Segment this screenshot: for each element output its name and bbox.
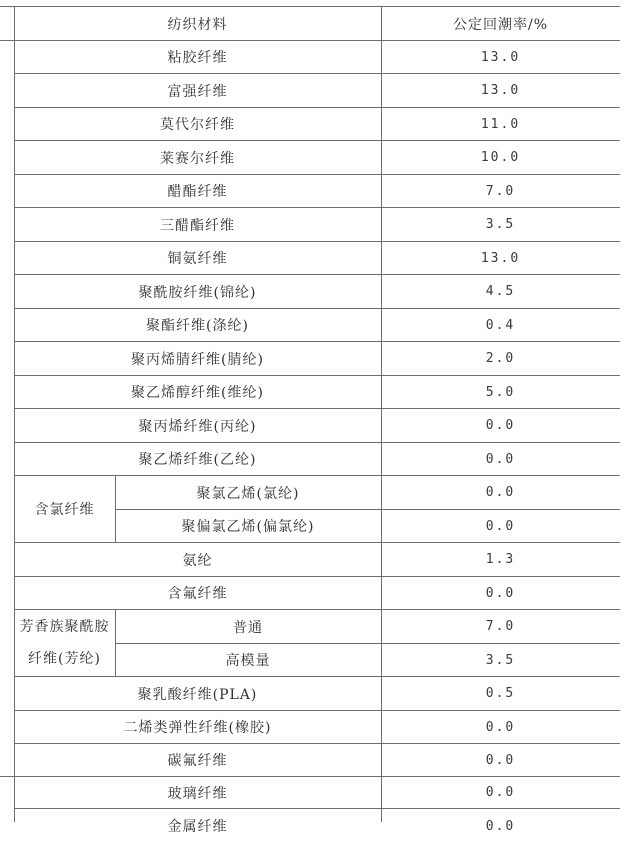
material-name: 聚酯纤维(涤纶): [146, 318, 249, 334]
regain-value: 0.0: [485, 518, 516, 534]
regain-value: 10.0: [480, 150, 521, 165]
group-label-aramid: [14, 610, 115, 676]
material-name: 铜氨纤维: [167, 251, 228, 267]
regain-value: 0.4: [485, 317, 516, 333]
material-name: 醋酯纤维: [167, 184, 228, 200]
regain-value: 7.0: [485, 183, 516, 199]
material-name: 粘胶纤维: [167, 50, 228, 66]
material-name: 碳氟纤维: [167, 753, 228, 769]
material-name: 玻璃纤维: [167, 785, 228, 802]
regain-value: 5.0: [485, 384, 516, 400]
material-name: 聚乳酸纤维(PLA): [137, 686, 258, 703]
regain-value: 13.0: [480, 250, 521, 266]
regain-value: 0.0: [485, 719, 516, 735]
regain-value: 1.3: [485, 552, 516, 567]
regain-value: 0.5: [485, 686, 516, 701]
regain-value: 0.0: [485, 418, 516, 433]
regain-value: 13.0: [480, 83, 521, 98]
regain-value: 2.0: [485, 351, 516, 366]
group-label-aramid-line2: 纤维(芳纶): [28, 651, 101, 667]
regain-value: 0.0: [485, 752, 516, 768]
material-name: 聚氯乙烯(氯纶): [196, 485, 300, 502]
material-name: 聚丙烯腈纤维(腈纶): [131, 351, 264, 368]
regain-value: 0.0: [485, 451, 516, 467]
material-name: 氨纶: [182, 552, 213, 569]
material-name: 聚乙烯醇纤维(维纶): [131, 385, 264, 401]
material-name: 莱赛尔纤维: [160, 150, 235, 167]
material-name: 含氟纤维: [167, 586, 228, 602]
material-name: 富强纤维: [167, 83, 228, 100]
regain-value: 3.5: [485, 217, 516, 232]
regain-value: 7.0: [485, 619, 516, 634]
regain-value-partial: 0.0: [485, 818, 516, 834]
material-name: 聚酰胺纤维(锦纶): [138, 284, 257, 301]
material-name-partial: 金属纤维: [167, 819, 228, 835]
column-header-regain: 公定回潮率/%: [452, 16, 549, 33]
material-name: 二烯类弹性纤维(橡胶): [123, 720, 272, 736]
regain-value: 0.0: [485, 585, 516, 601]
group-label-chlorine: 含氯纤维: [34, 502, 95, 518]
material-name: 普通: [233, 619, 263, 636]
group-label-aramid-line1: 芳香族聚酰胺: [19, 619, 110, 635]
rule: [14, 808, 620, 809]
material-name: 聚乙烯纤维(乙纶): [138, 452, 257, 468]
regain-value: 3.5: [485, 652, 516, 668]
material-name: 聚丙烯纤维(丙纶): [138, 418, 257, 435]
regain-value: 13.0: [480, 49, 521, 65]
regain-value: 4.5: [485, 284, 516, 299]
regain-value: 11.0: [480, 116, 521, 132]
material-name: 三醋酯纤维: [160, 217, 235, 234]
regain-value: 0.0: [485, 485, 516, 500]
column-header-material: 纺织材料: [167, 16, 228, 33]
material-name: 莫代尔纤维: [160, 117, 235, 133]
regain-value: 0.0: [485, 785, 516, 800]
material-name: 聚偏氯乙烯(偏氯纶): [181, 519, 315, 535]
material-name: 高模量: [225, 653, 271, 669]
